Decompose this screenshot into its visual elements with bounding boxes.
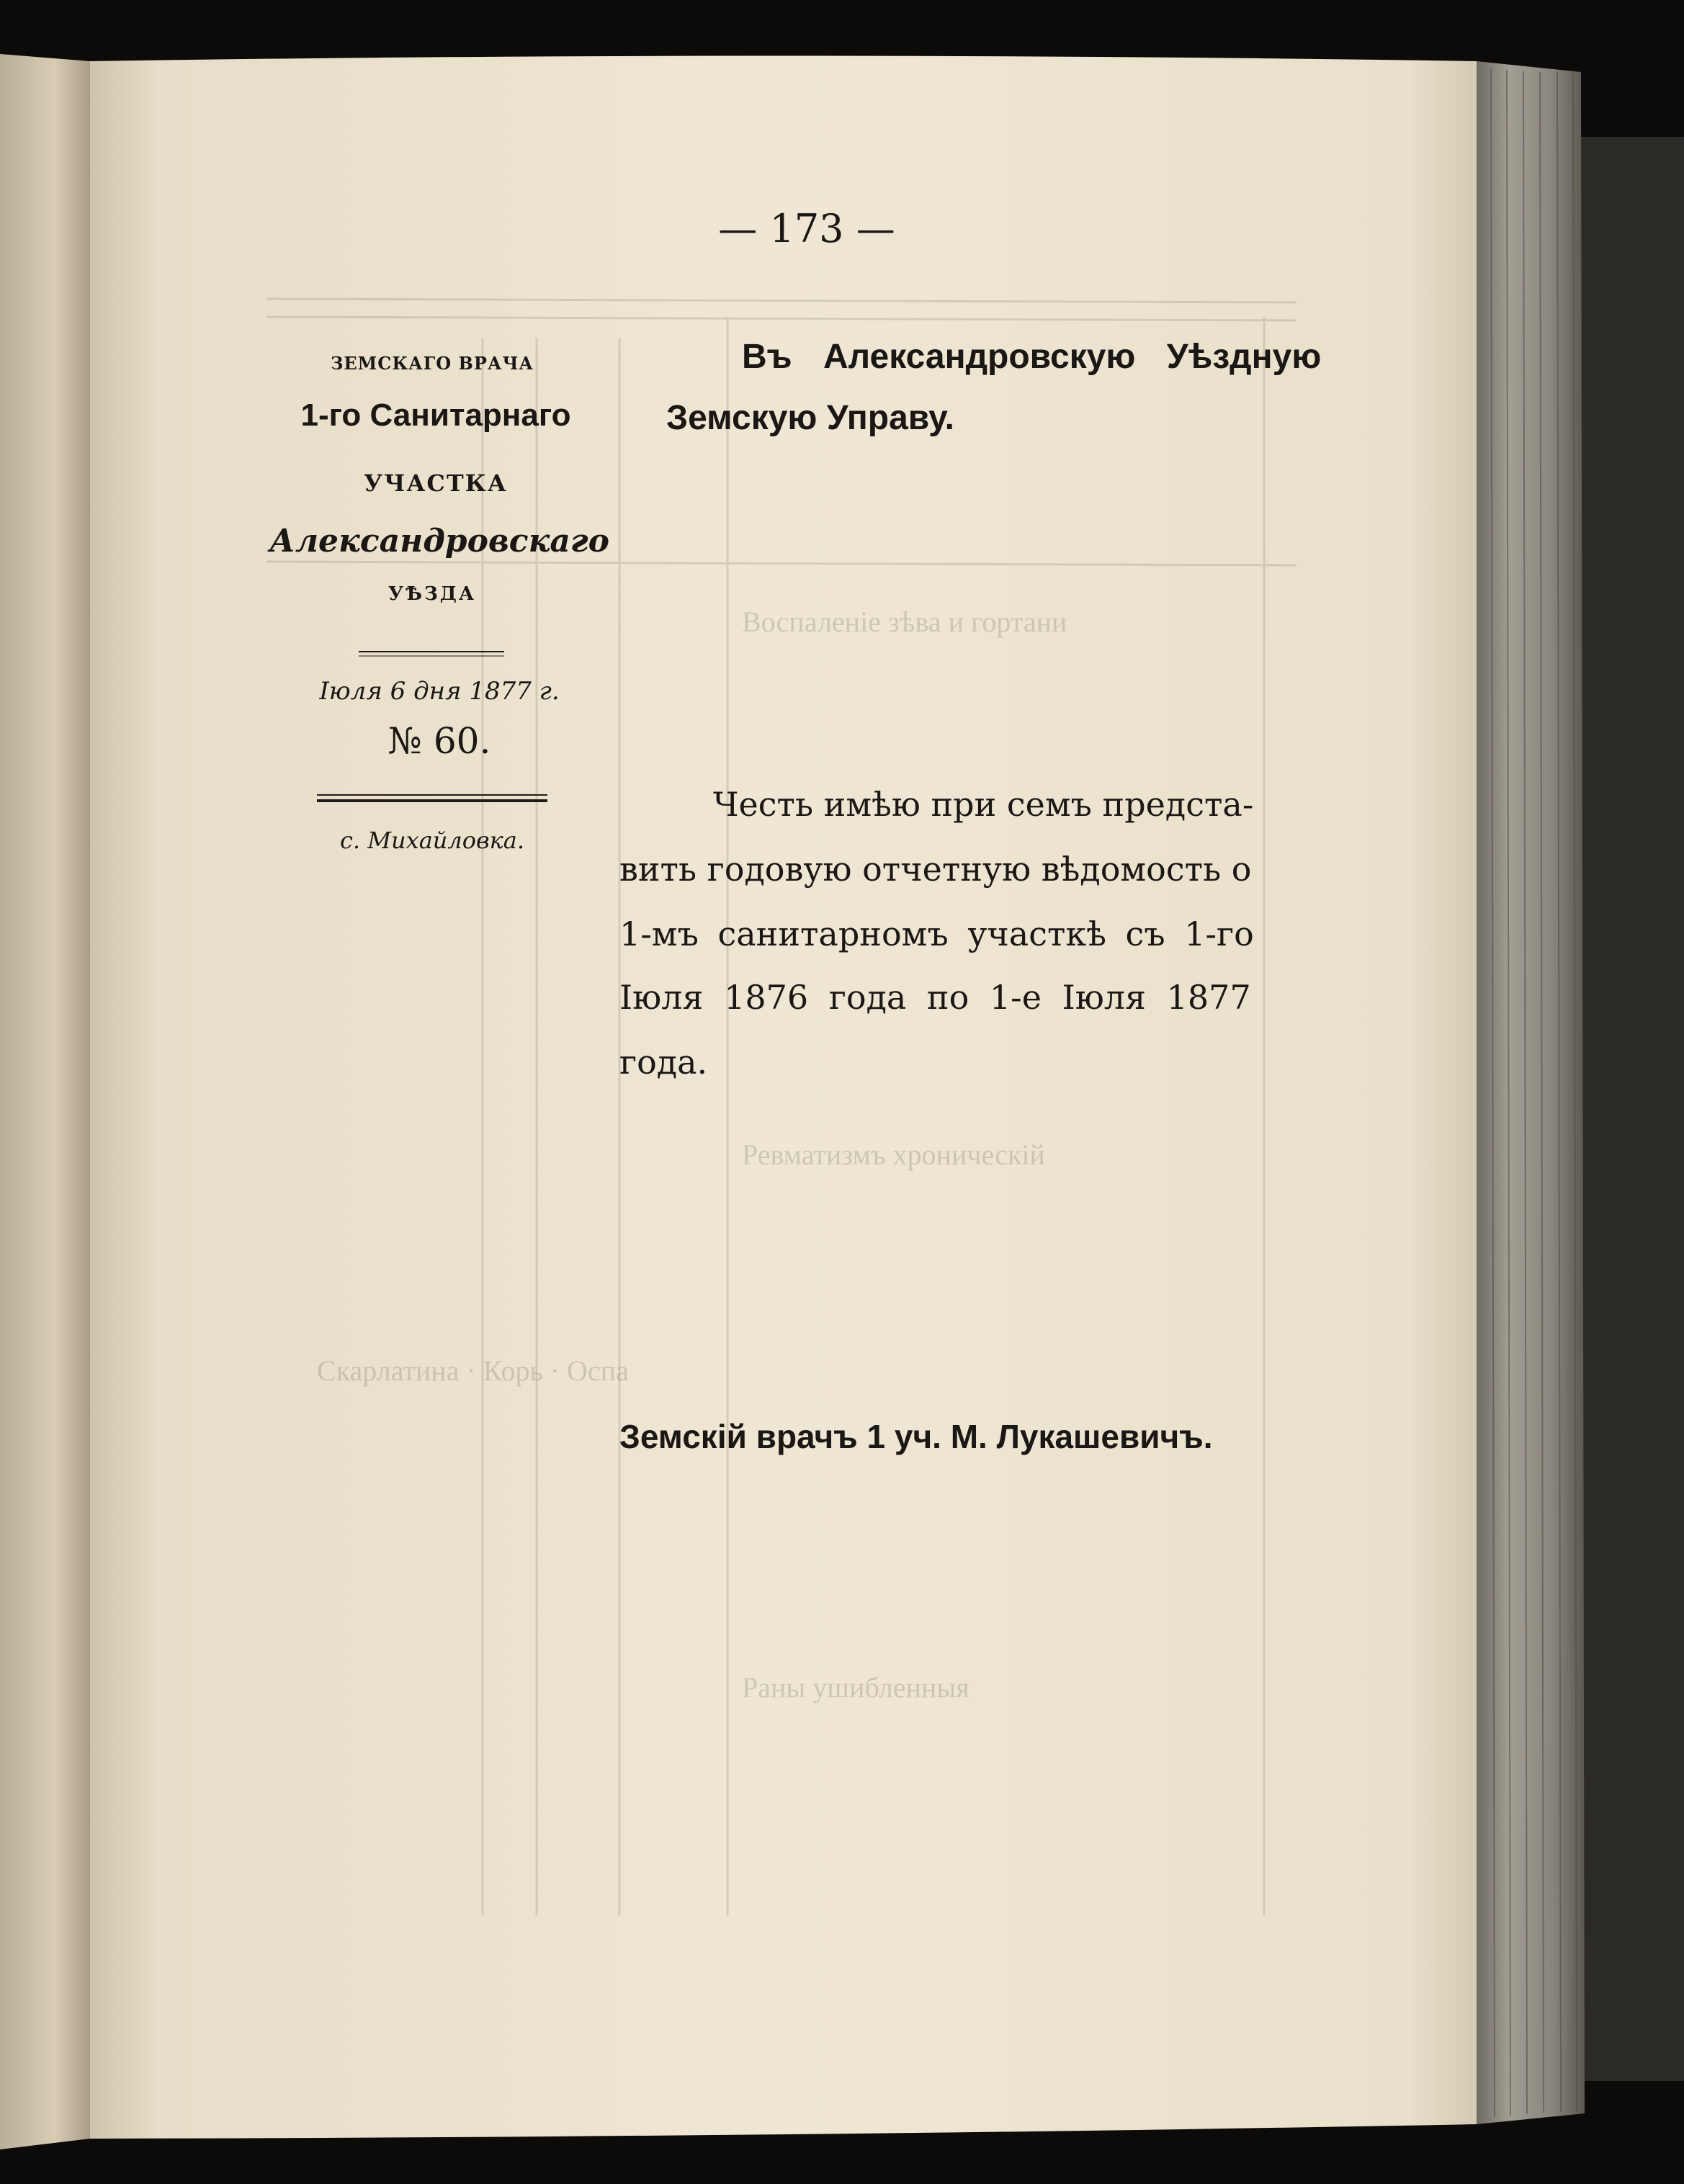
bleed-through-text-3: Скарлатина · Корь · Оспа: [317, 1354, 629, 1387]
sender-line-1: ЗЕМСКАГО ВРАЧА: [331, 353, 534, 374]
book-cover-right: [1577, 137, 1684, 2081]
letter-date: Іюля 6 дня 1877 г.: [319, 677, 560, 706]
sender-line-4: Александровскаго: [269, 523, 609, 560]
sender-line-5: УѢЗДА: [388, 583, 477, 605]
letter-place: с. Михайловка.: [340, 827, 524, 854]
sender-line-3: УЧАСТКА: [364, 469, 508, 497]
letter-number: № 60.: [388, 720, 491, 762]
addressee-line-1: Въ Александровскую Уѣздную: [742, 338, 1322, 376]
body-line-5: года.: [619, 1043, 708, 1082]
signature: Земскій врачъ 1 уч. М. Лукашевичъ.: [619, 1418, 1213, 1455]
left-page: [0, 54, 90, 2149]
body-line-4: Іюля 1876 года по 1-е Іюля 1877: [619, 978, 1251, 1017]
body-line-1: Честь имѣю при семъ предста-: [713, 785, 1254, 824]
bleed-through-text-1: Воспаленіе зѣва и гортани: [742, 606, 1067, 638]
addressee-line-2: Земскую Управу.: [666, 399, 954, 437]
body-line-2: вить годовую отчетную вѣдомость о: [619, 850, 1252, 889]
body-line-3: 1-мъ санитарномъ участкѣ съ 1-го: [619, 915, 1254, 953]
bleed-through-text-2: Ревматизмъ хроническій: [742, 1138, 1045, 1171]
page-header: — 173 —: [718, 206, 895, 251]
bleed-through-text-4: Раны ушибленныя: [742, 1671, 969, 1704]
sender-line-2: 1-го Санитарнаго: [300, 397, 571, 433]
